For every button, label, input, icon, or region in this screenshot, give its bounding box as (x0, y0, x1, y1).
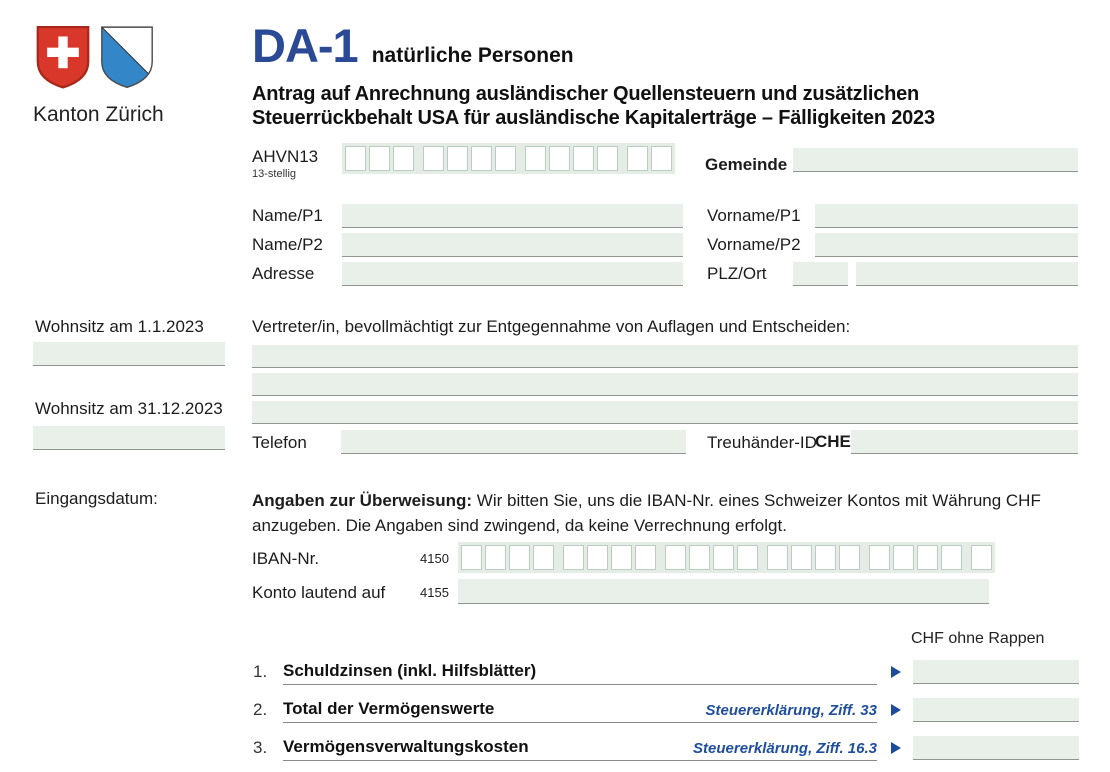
swiss-shield-icon (35, 24, 91, 90)
char-box[interactable] (635, 545, 656, 570)
char-box[interactable] (689, 545, 710, 570)
ahv-sublabel: 13-stellig (252, 168, 297, 180)
amount-row-1 (252, 660, 1080, 686)
row-label: Total der Vermögenswerte (283, 699, 495, 718)
amount-1-field[interactable] (913, 660, 1079, 684)
char-box[interactable] (461, 545, 482, 570)
ueberweisung-intro-bold: Angaben zur Überweisung: (252, 491, 473, 510)
wohnsitz-2-field[interactable] (33, 426, 225, 450)
ahv-number-boxes[interactable] (342, 143, 675, 174)
form-subtype: natürliche Personen (371, 44, 574, 67)
row-rule (283, 722, 877, 723)
ahv-label: AHVN13 (252, 147, 319, 166)
name-p2-field[interactable] (342, 233, 683, 257)
vertreter-line3-field[interactable] (252, 401, 1078, 424)
amount-row-2 (252, 698, 1080, 724)
canton-name: Kanton Zürich (33, 103, 164, 126)
char-box[interactable] (525, 146, 546, 171)
gemeinde-field[interactable] (793, 148, 1078, 172)
plz-field[interactable] (793, 262, 848, 286)
char-box[interactable] (597, 146, 618, 171)
form-code: DA-1 (252, 19, 358, 72)
row-rule (283, 760, 877, 761)
vorname-p2-field[interactable] (815, 233, 1078, 257)
char-box[interactable] (495, 146, 516, 171)
vorname-p1-field[interactable] (815, 204, 1078, 228)
ort-field[interactable] (856, 262, 1078, 286)
row-reference: Steuererklärung, Ziff. 33 (705, 702, 877, 719)
char-box[interactable] (369, 146, 390, 171)
char-box[interactable] (393, 146, 414, 171)
char-box[interactable] (893, 545, 914, 570)
iban-code: 4150 (420, 551, 449, 566)
amount-2-field[interactable] (913, 698, 1079, 722)
form-title-line2: Steuerrückbehalt USA für ausländische Kapitalerträge – Fälligkeiten 2023 (252, 107, 935, 129)
adresse-field[interactable] (342, 262, 683, 286)
char-box[interactable] (713, 545, 734, 570)
row-number: 1. (253, 662, 268, 681)
arrow-right-icon (891, 666, 901, 678)
wohnsitz-1-field[interactable] (33, 342, 225, 366)
char-box[interactable] (485, 545, 506, 570)
name-p1-label: Name/P1 (252, 206, 323, 225)
char-box[interactable] (549, 146, 570, 171)
vertreter-line1-field[interactable] (252, 345, 1078, 368)
wohnsitz-1-label: Wohnsitz am 1.1.2023 (35, 317, 204, 336)
char-box[interactable] (611, 545, 632, 570)
vorname-p1-label: Vorname/P1 (707, 206, 801, 225)
char-box[interactable] (971, 545, 992, 570)
gemeinde-label: Gemeinde (705, 155, 788, 174)
arrow-right-icon (891, 704, 901, 716)
adresse-label: Adresse (252, 264, 315, 283)
char-box[interactable] (665, 545, 686, 570)
char-box[interactable] (941, 545, 962, 570)
konto-code: 4155 (420, 585, 449, 600)
char-box[interactable] (815, 545, 836, 570)
amount-3-field[interactable] (913, 736, 1079, 760)
ueberweisung-intro (252, 488, 1080, 538)
char-box[interactable] (447, 146, 468, 171)
amount-row-3 (252, 736, 1080, 762)
row-label: Schuldzinsen (inkl. Hilfsblätter) (283, 661, 537, 680)
row-label: Vermögensverwaltungskosten (283, 737, 529, 756)
row-reference: Steuererklärung, Ziff. 16.3 (693, 740, 877, 757)
vorname-p2-label: Vorname/P2 (707, 235, 801, 254)
char-box[interactable] (573, 146, 594, 171)
char-box[interactable] (563, 545, 584, 570)
row-number: 2. (253, 700, 268, 719)
telefon-label: Telefon (252, 433, 307, 452)
char-box[interactable] (839, 545, 860, 570)
char-box[interactable] (917, 545, 938, 570)
name-p1-field[interactable] (342, 204, 683, 228)
telefon-field[interactable] (341, 430, 686, 454)
char-box[interactable] (533, 545, 554, 570)
row-rule (283, 684, 877, 685)
vertreter-line2-field[interactable] (252, 373, 1078, 396)
char-box[interactable] (471, 146, 492, 171)
char-box[interactable] (651, 146, 672, 171)
plz-ort-label: PLZ/Ort (707, 264, 767, 283)
treuhaender-id-field[interactable] (851, 430, 1078, 454)
konto-label: Konto lautend auf (252, 583, 386, 602)
konto-field[interactable] (458, 579, 989, 604)
eingangsdatum-label: Eingangsdatum: (35, 489, 158, 508)
iban-boxes[interactable] (458, 542, 995, 573)
char-box[interactable] (627, 146, 648, 171)
char-box[interactable] (767, 545, 788, 570)
chf-header: CHF ohne Rappen (911, 630, 1045, 647)
char-box[interactable] (509, 545, 530, 570)
ueberweisung-intro-rest: Wir bitten Sie, uns die IBAN-Nr. eines Schweizer Kontos mit Währung CHF anzugeben. Die Angaben sind zwingend, da keine Verrechnung erfolgt. (252, 491, 1041, 535)
form-title-line1: Antrag auf Anrechnung ausländischer Quellensteuern und zusätzlichen (252, 83, 920, 105)
char-box[interactable] (869, 545, 890, 570)
char-box[interactable] (791, 545, 812, 570)
che-prefix: CHE (815, 432, 851, 451)
char-box[interactable] (345, 146, 366, 171)
row-number: 3. (253, 738, 268, 757)
arrow-right-icon (891, 742, 901, 754)
char-box[interactable] (737, 545, 758, 570)
vertreter-intro: Vertreter/in, bevollmächtigt zur Entgegennahme von Auflagen und Entscheiden: (252, 317, 851, 336)
iban-label: IBAN-Nr. (252, 549, 320, 568)
zurich-shield-icon (99, 24, 155, 90)
wohnsitz-2-label: Wohnsitz am 31.12.2023 (35, 399, 223, 418)
char-box[interactable] (587, 545, 608, 570)
treuhaender-id-label: Treuhänder-ID (707, 433, 817, 452)
name-p2-label: Name/P2 (252, 235, 323, 254)
char-box[interactable] (423, 146, 444, 171)
